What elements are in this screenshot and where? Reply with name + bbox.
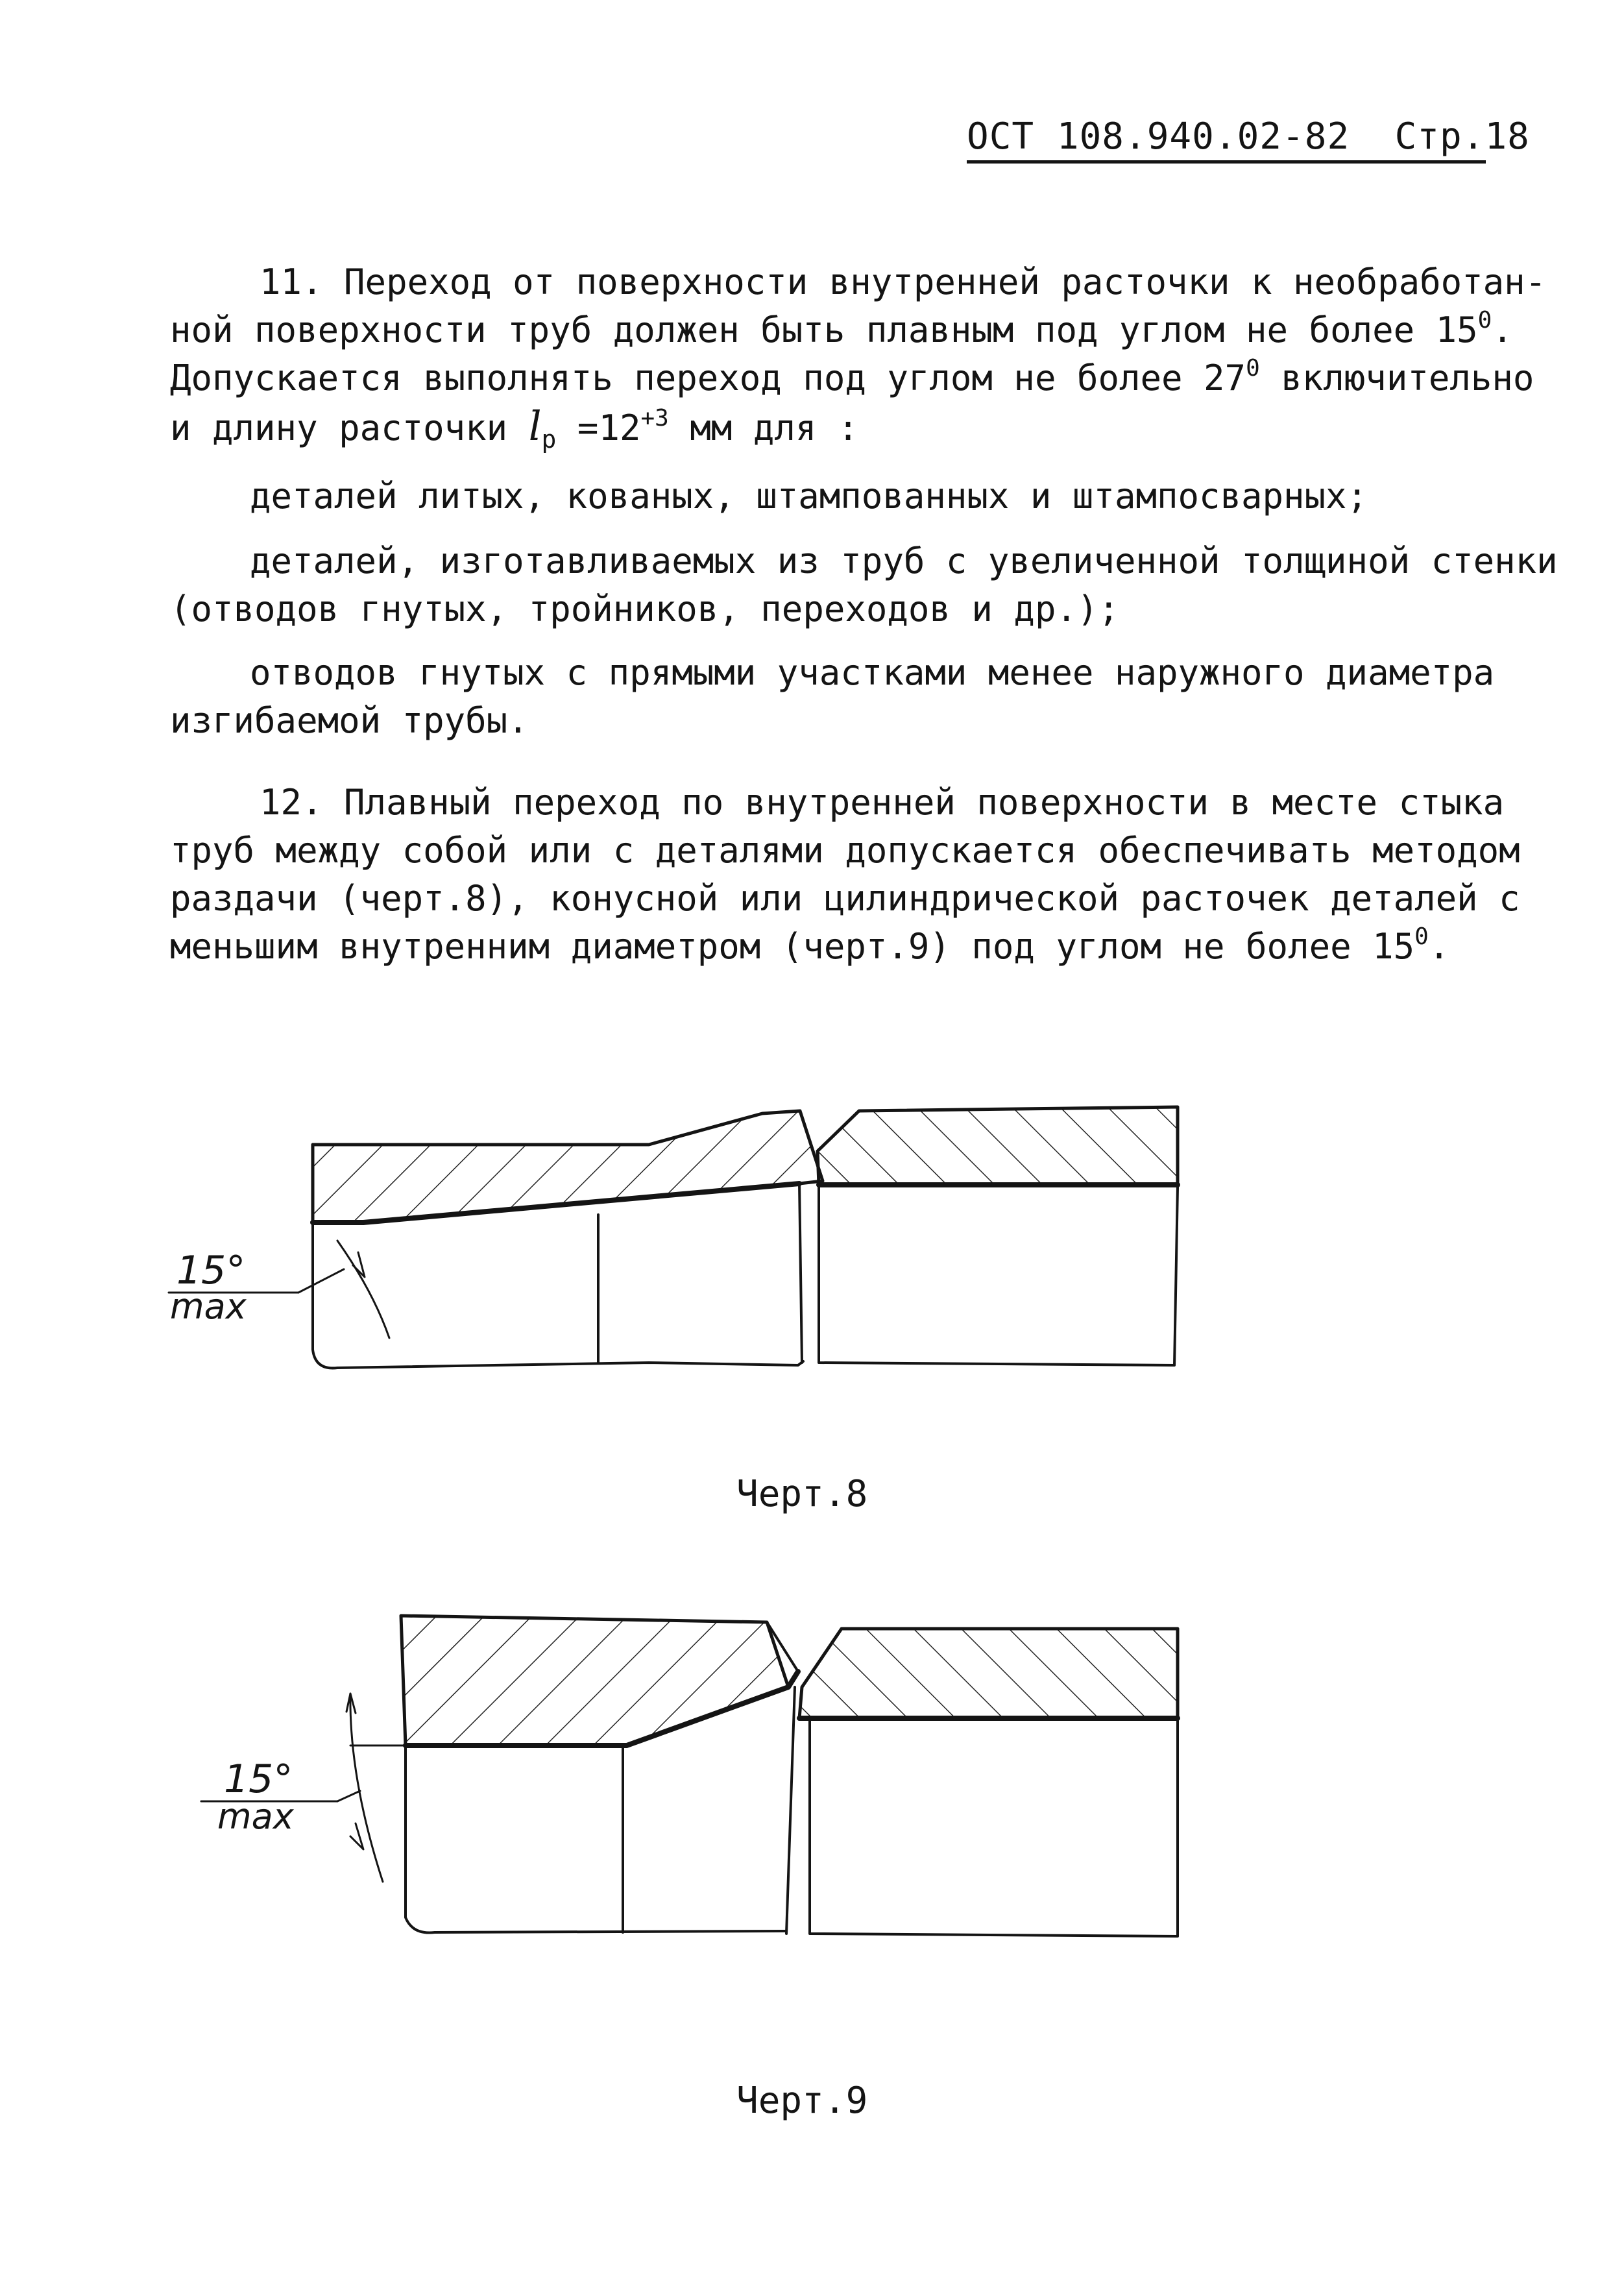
fig8-right-wall-section bbox=[818, 1107, 1178, 1185]
fig9-angle-label: 15° bbox=[224, 1757, 293, 1802]
fig9-right-wall-section bbox=[799, 1629, 1178, 1718]
list-item-thick-wall-line-2: (отводов гнутых, тройников, переходов и др.); bbox=[170, 589, 1119, 629]
list-item-bends-line-2: изгибаемой трубы. bbox=[170, 700, 529, 741]
figure-9-caption: Черт.9 bbox=[736, 2080, 868, 2122]
paragraph-11-line-3: Допускается выполнять переход под углом не более $27^0$ включительно bbox=[170, 355, 1534, 398]
paragraph-12-line-4: меньшим внутренним диаметром (черт.9) под углом не более $15^0$. bbox=[170, 923, 1450, 967]
paragraph-11-line-2: ной поверхности труб должен быть плавным под углом не более $15^0$. bbox=[170, 307, 1513, 350]
paragraph-12-line-2: труб между собой или с деталями допускается обеспечивать методом bbox=[170, 830, 1520, 871]
paragraph-11-line-4: и длину расточки $l_р =12^{+3}$ мм для : bbox=[170, 402, 859, 454]
fig9-angle-note: max bbox=[217, 1796, 294, 1837]
figure-8 bbox=[169, 1107, 1178, 1368]
bore-length-symbol: l bbox=[528, 402, 542, 450]
list-item-thick-wall-line-1: деталей, изготавливаемых из труб с увеличенной толщиной стенки bbox=[250, 541, 1558, 581]
fig9-left-wall-section bbox=[401, 1616, 788, 1745]
fig8-angle-note: max bbox=[170, 1286, 247, 1327]
document-code: ОСТ 108.940.02-82 bbox=[967, 116, 1350, 158]
paragraph-11-line-1: 11. Переход от поверхности внутренней расточки к необработан- bbox=[260, 261, 1547, 302]
figure-8-caption: Черт.8 bbox=[736, 1473, 868, 1515]
list-item-bends-line-1: отводов гнутых с прямыми участками менее наружного диаметра bbox=[250, 652, 1495, 693]
list-item-cast-forged: деталей литых, кованых, штампованных и штампосварных; bbox=[250, 476, 1368, 517]
paragraph-12-line-1: 12. Плавный переход по внутренней поверхности в месте стыка bbox=[260, 782, 1505, 823]
fig8-angle-label: 15° bbox=[176, 1248, 246, 1293]
figure-9 bbox=[201, 1616, 1178, 1936]
page-number: Стр.18 bbox=[1394, 116, 1530, 158]
paragraph-12-line-3: раздачи (черт.8), конусной или цилиндрической расточек деталей с bbox=[170, 878, 1520, 919]
